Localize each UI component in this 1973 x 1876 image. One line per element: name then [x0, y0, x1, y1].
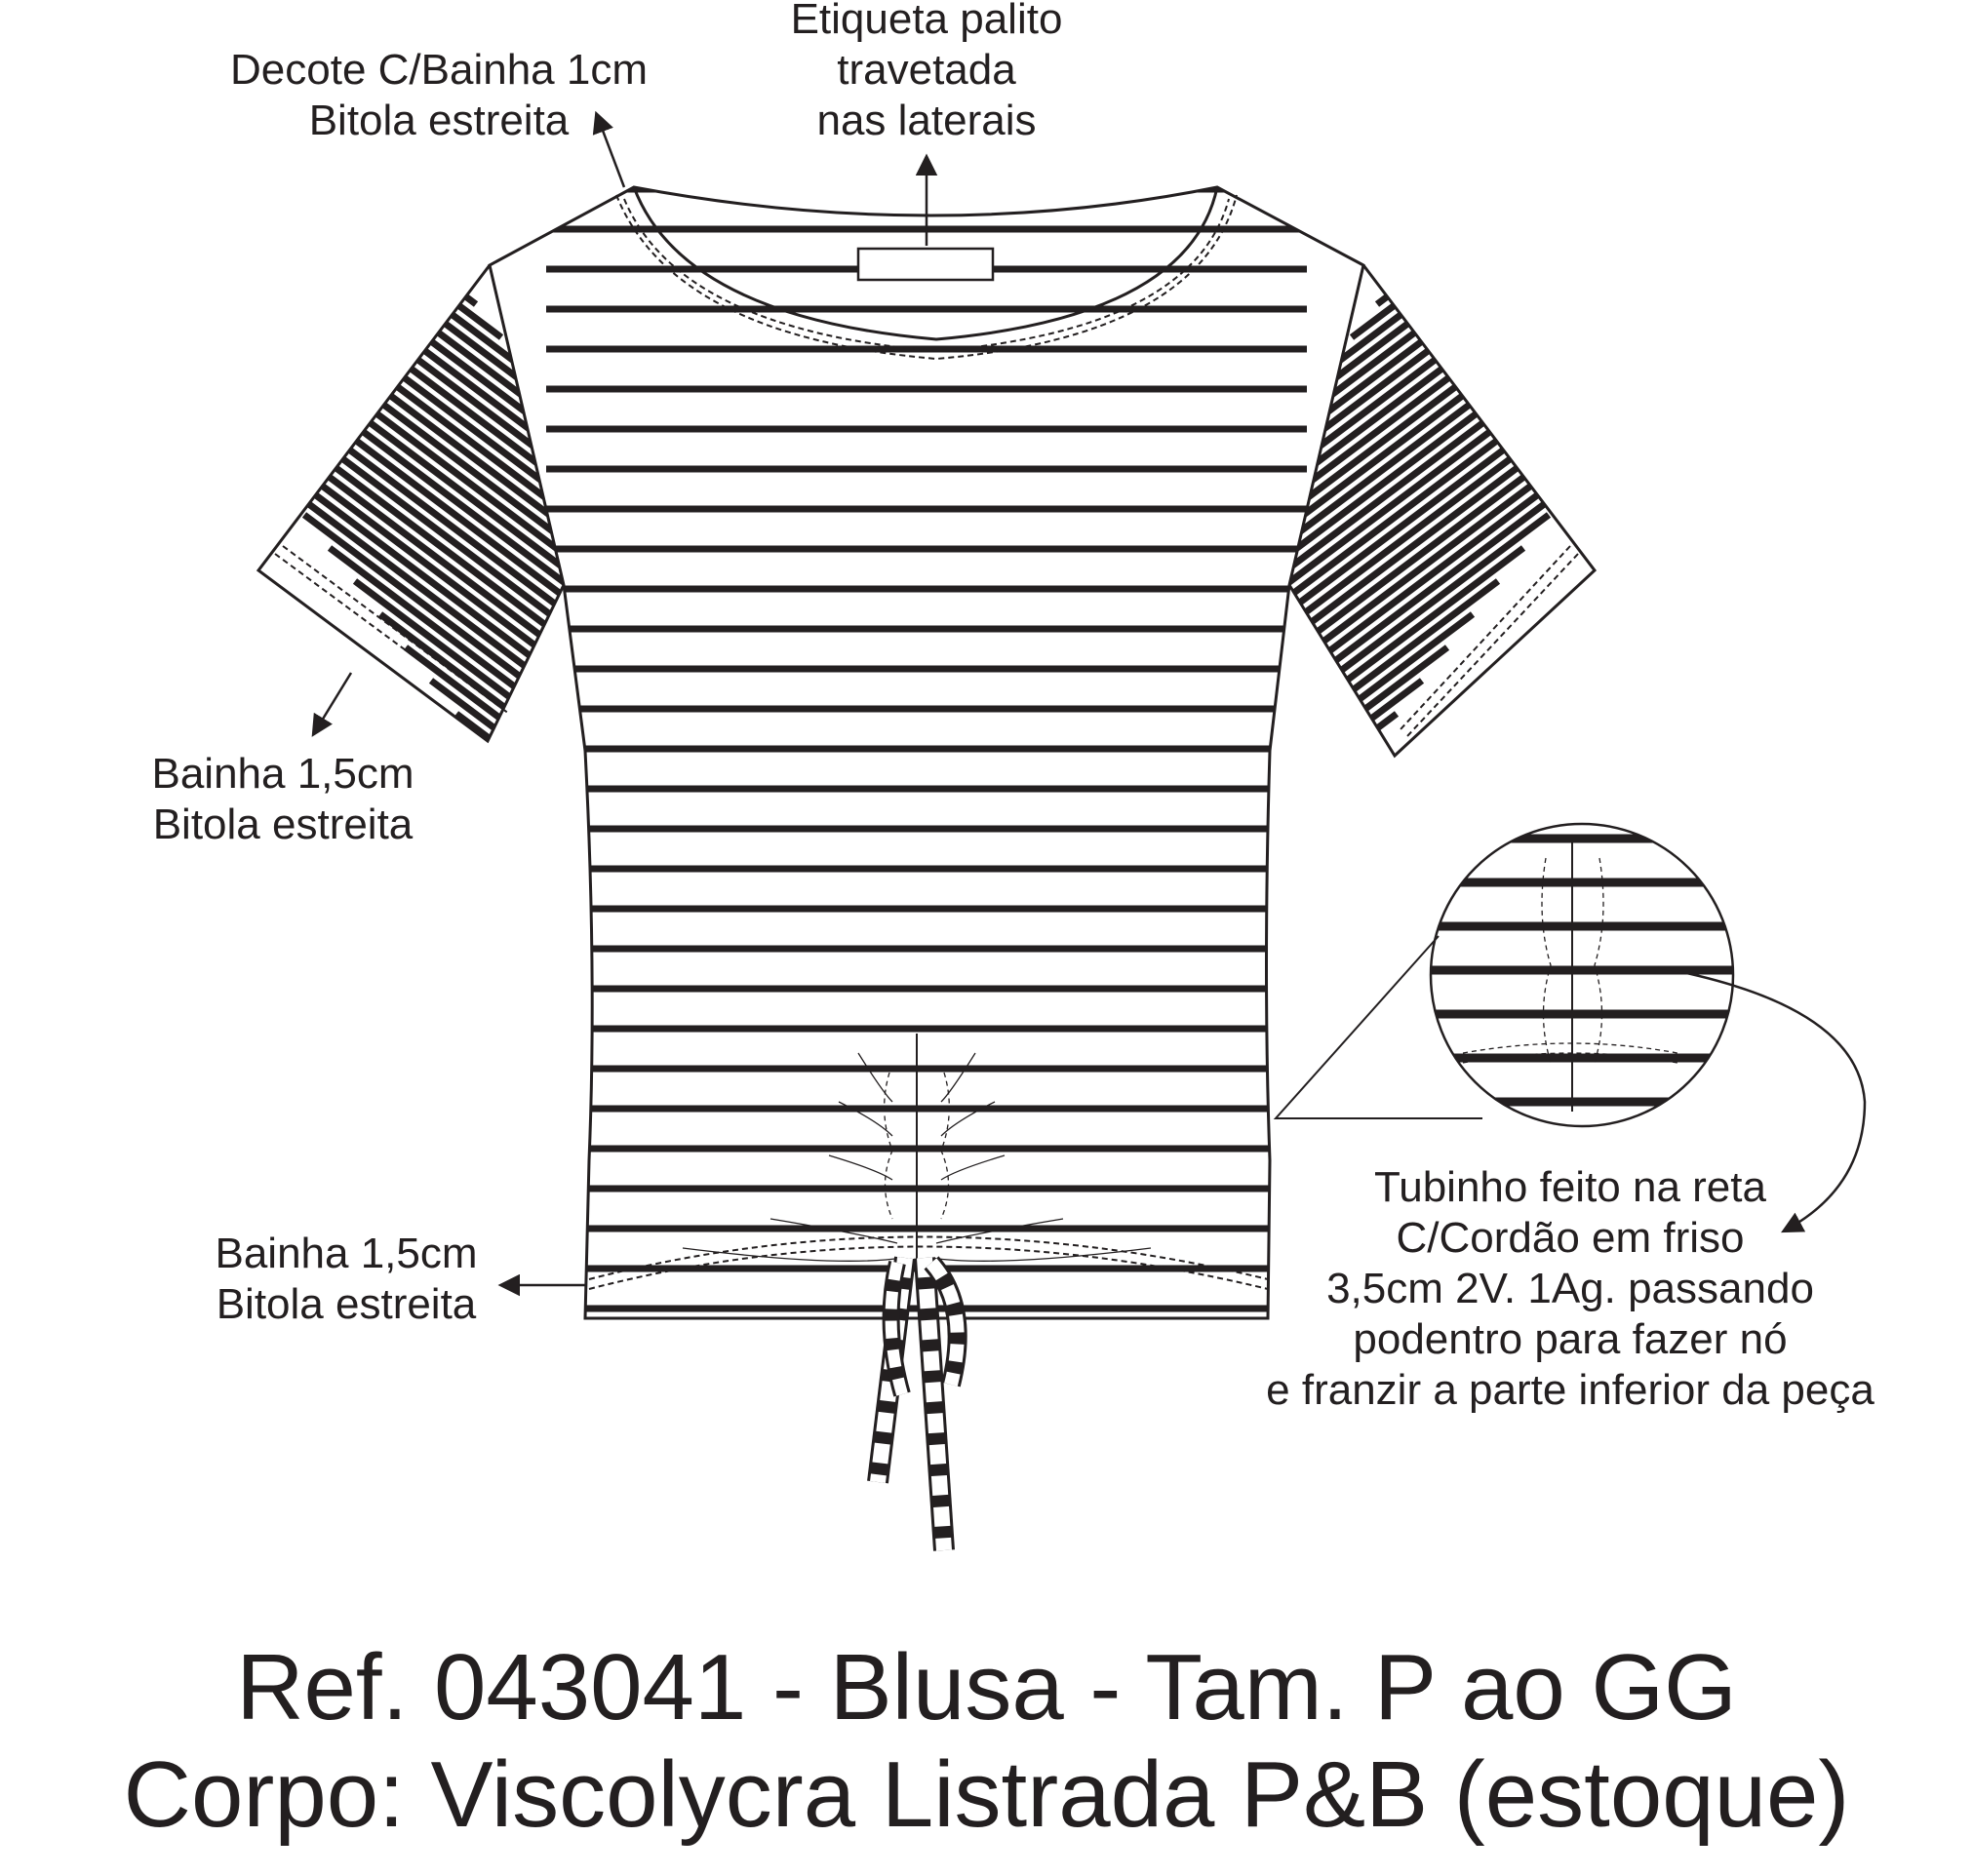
sleeve-hem-callout-line-2: Bitola estreita: [152, 801, 414, 848]
magnifier-circle: [1431, 824, 1733, 1126]
sleeve-stripe: [0, 0, 273, 39]
sleeve-stripe: [439, 946, 1219, 1531]
drawstring-callout-line-3: 3,5cm 2V. 1Ag. passando: [1326, 1265, 1814, 1312]
sleeve-stripe: [1453, 0, 1973, 205]
sleeve-stripe: [1098, 84, 1878, 669]
drawstring-callout-line-1: Tubinho feito na reta: [1374, 1163, 1766, 1211]
sleeve-stripe: [406, 647, 1186, 1232]
drawstring-callout-line-4: podentro para fazer nó: [1353, 1315, 1788, 1363]
sleeve-stripe: [794, 482, 1574, 1067]
label-tag: [858, 249, 993, 280]
sleeve-hem-callout-line-1: Bainha 1,5cm: [151, 750, 414, 798]
bottom-hem-callout-line-1: Bainha 1,5cm: [215, 1230, 478, 1277]
sleeve-hem-callout: [107, 749, 458, 850]
drawstring-callout: [1224, 1162, 1916, 1416]
sleeve-stripe: [1580, 0, 1973, 39]
sleeve-stripe: [1047, 150, 1828, 735]
sleeve-stripe: [1073, 117, 1853, 702]
sleeve-stripe: [667, 647, 1447, 1232]
sleeve-stripe: [490, 879, 1270, 1465]
material-description: Corpo: Viscolycra Listrada P&B (estoque): [123, 1742, 1850, 1847]
label-callout: [683, 0, 1170, 146]
sleeve-stripe: [946, 283, 1726, 868]
sleeve-hem-arrow: [314, 673, 351, 733]
sleeve-stripe: [363, 1045, 1143, 1630]
sleeve-stripe: [456, 714, 1237, 1299]
sleeve-stripe: [1428, 0, 1973, 238]
label-callout-line-3: nas laterais: [816, 97, 1037, 144]
drawstring-ties: [878, 1258, 958, 1550]
neckline-callout: [195, 45, 683, 146]
sleeve-stripe: [1377, 0, 1973, 304]
sleeve-stripe: [895, 349, 1676, 934]
bottom-hem-callout: [171, 1229, 522, 1330]
sleeve-stripe: [1200, 0, 1973, 536]
sleeve-stripe: [921, 316, 1701, 901]
body-stripes: [546, 189, 1307, 1309]
sleeve-stripe: [337, 1078, 1118, 1663]
sleeve-stripe: [464, 913, 1244, 1498]
bottom-hem-callout-line-2: Bitola estreita: [216, 1280, 477, 1328]
sleeve-stripe: [1555, 0, 1973, 72]
drawstring-callout-line-5: e franzir a parte inferior da peça: [1266, 1366, 1874, 1414]
reference-title: Ref. 043041 - Blusa - Tam. P ao GG: [236, 1635, 1737, 1739]
sleeve-stripe: [1479, 0, 1973, 172]
magnifier-stripes: [1424, 839, 1736, 1102]
neckline-callout-line-2: Bitola estreita: [308, 97, 570, 144]
neckline-callout-line-1: Decote C/Bainha 1cm: [230, 46, 648, 94]
sleeve-stripe: [431, 681, 1211, 1266]
sleeve-stripe: [1352, 0, 1973, 337]
sleeve-stripe: [0, 117, 780, 702]
sleeve-stripe: [1326, 0, 1973, 371]
label-callout-line-2: travetada: [837, 46, 1016, 94]
sleeve-stripe: [1402, 0, 1973, 271]
sleeve-stripe: [743, 548, 1523, 1133]
sleeve-stripe: [1529, 0, 1973, 105]
sleeve-stripe: [25, 150, 806, 735]
magnifier-pointer: [1276, 936, 1482, 1118]
label-callout-line-1: Etiqueta palito: [790, 0, 1063, 43]
sleeve-stripe: [482, 747, 1262, 1332]
sleeve-stripe: [1504, 0, 1973, 138]
detail-magnifier: [1276, 824, 1736, 1126]
sleeve-stripe: [1174, 0, 1954, 569]
drawstring-callout-line-2: C/Cordão em friso: [1396, 1214, 1745, 1262]
sleeve-stripe: [769, 515, 1549, 1100]
